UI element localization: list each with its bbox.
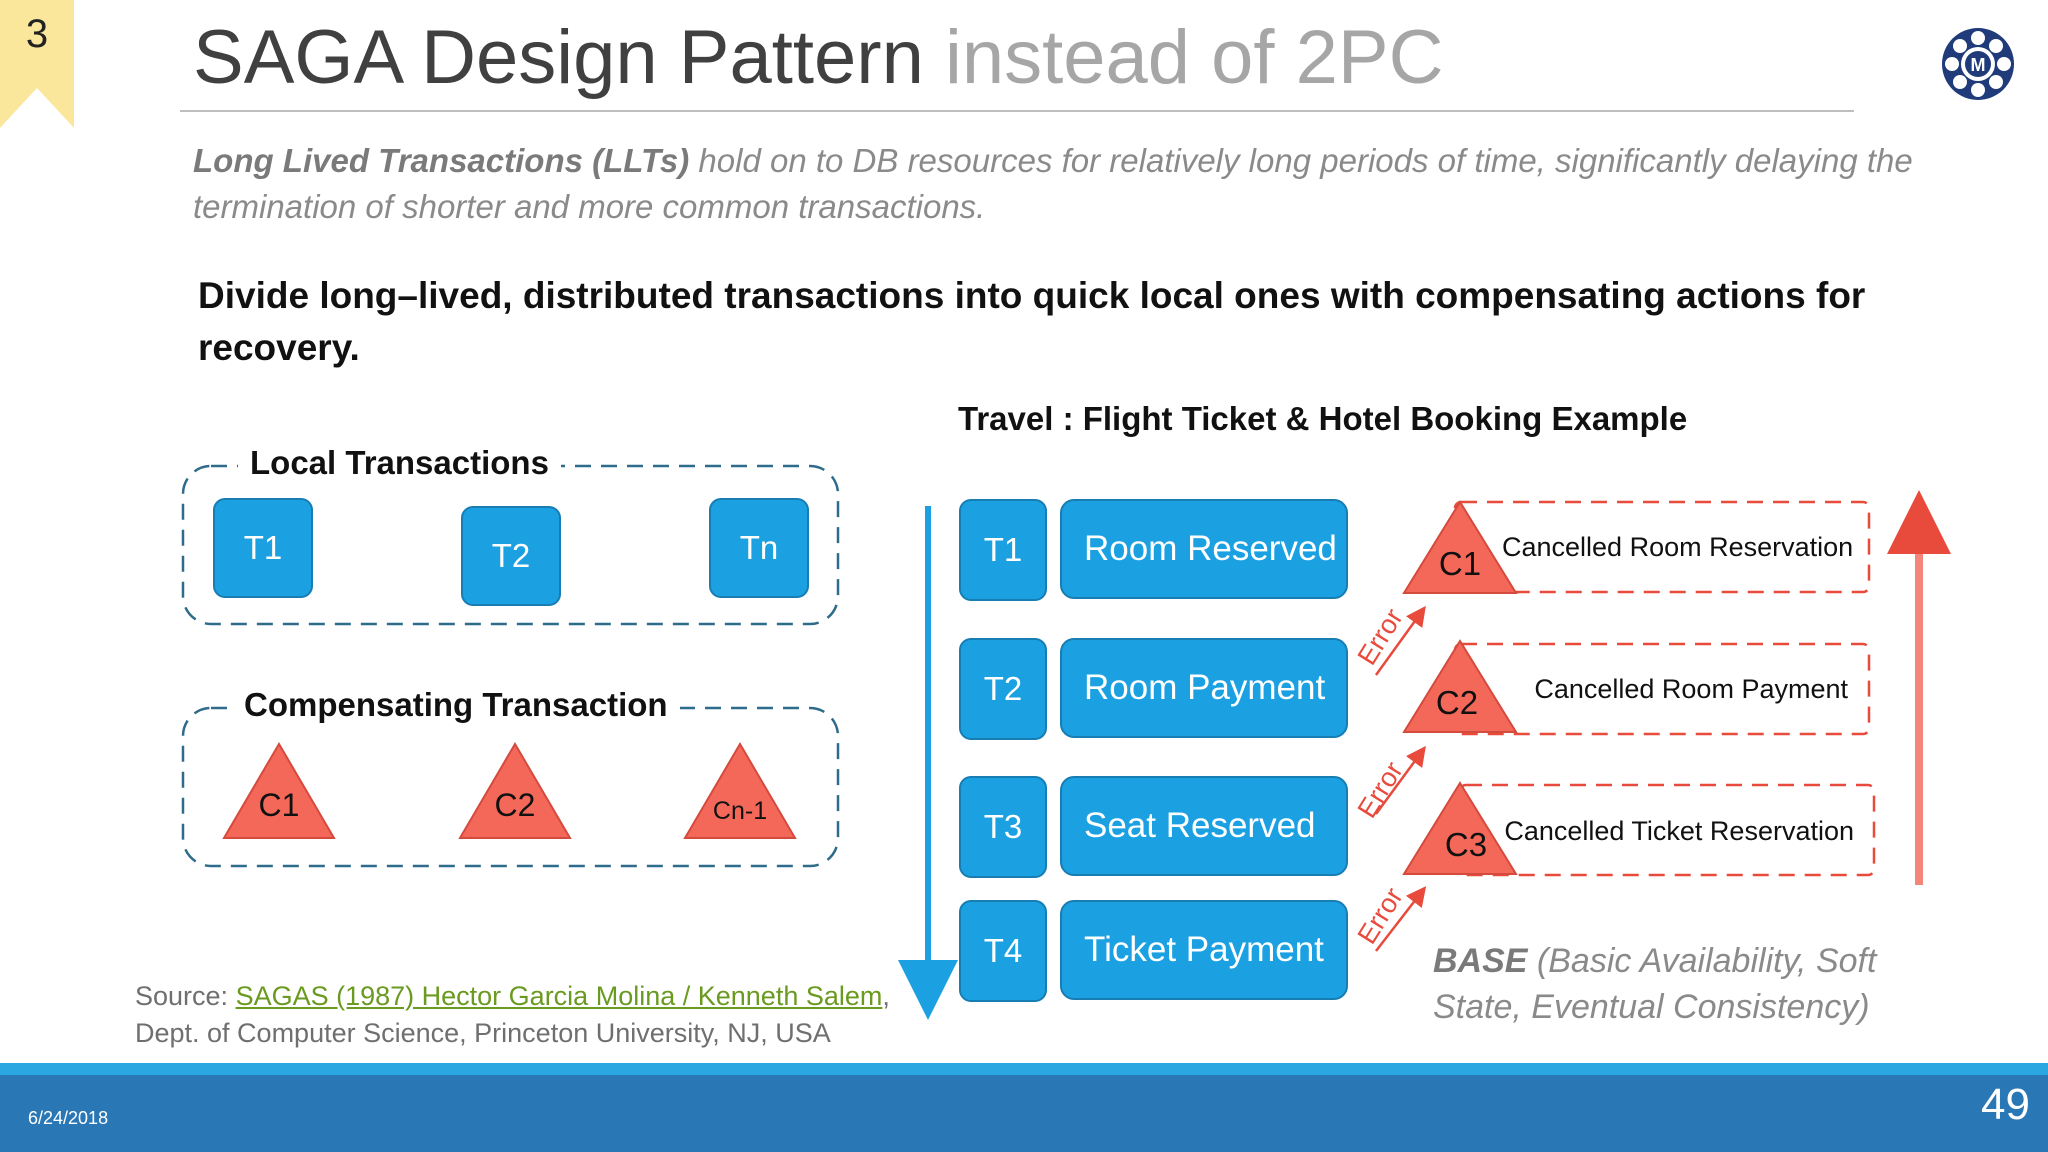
comp-label-c2: C2: [494, 787, 536, 823]
source-prefix: Source:: [135, 981, 236, 1011]
intro-rest: hold on to DB resources for relatively long periods of time, significantly delaying the termination of shorter and more common transactions.: [193, 142, 1913, 225]
example-title: Travel : Flight Ticket & Hotel Booking Example: [958, 400, 1688, 437]
step-label-seat-reserved: Seat Reserved: [1060, 776, 1348, 876]
local-transaction-t2: T2: [461, 506, 561, 606]
step-id-t1: T1: [959, 499, 1047, 601]
intro-bold: Long Lived Transactions (LLTs): [193, 142, 690, 179]
error-label-1: Error: [1351, 603, 1409, 671]
source-affiliation: Dept. of Computer Science, Princeton University, NJ, USA: [135, 1018, 831, 1048]
section-number: 3: [25, 12, 49, 56]
comp-text-c2: Cancelled Room Payment: [1534, 674, 1848, 704]
base-bold: BASE: [1433, 942, 1528, 980]
comp-text-c3: Cancelled Ticket Reservation: [1504, 816, 1854, 846]
source-suffix: ,: [882, 981, 890, 1011]
base-rest: (Basic Availability, Soft State, Eventual Consistency): [1433, 942, 1877, 1026]
footer-date: 6/24/2018: [28, 1108, 109, 1128]
title-rest: instead of 2PC: [923, 15, 1444, 100]
local-transactions-label: Local Transactions: [238, 444, 561, 482]
title-main: SAGA Design Pattern: [193, 15, 924, 100]
compensating-transaction-label: Compensating Transaction: [232, 686, 680, 724]
error-label-2: Error: [1351, 756, 1409, 824]
local-transaction-t1: T1: [213, 498, 313, 598]
step-label-room-payment: Room Payment: [1060, 638, 1348, 738]
step-id-t4: T4: [959, 900, 1047, 1002]
error-label-3: Error: [1351, 882, 1409, 950]
base-note: [1433, 938, 1903, 1030]
step-id-t3: T3: [959, 776, 1047, 878]
comp-id-c1: C1: [1438, 545, 1482, 582]
comp-label-cn1: Cn-1: [712, 797, 768, 825]
footer-bar: [0, 1075, 2048, 1152]
local-transaction-tn: Tn: [709, 498, 809, 598]
svg-text:M: M: [1970, 55, 1986, 75]
comp-id-c3: C3: [1444, 826, 1488, 863]
main-statement: Divide long–lived, distributed transactions into quick local ones with compensating actions for recovery.: [198, 275, 1866, 368]
step-id-t2: T2: [959, 638, 1047, 740]
comp-label-c1: C1: [258, 787, 300, 823]
comp-id-c2: C2: [1435, 684, 1479, 721]
step-label-room-reserved: Room Reserved: [1060, 499, 1348, 599]
comp-text-c1: Cancelled Room Reservation: [1502, 532, 1854, 562]
step-label-ticket-payment: Ticket Payment: [1060, 900, 1348, 1000]
source-citation: [135, 978, 890, 1052]
footer-accent-bar: [0, 1063, 2048, 1075]
page-number: 49: [1981, 1080, 2030, 1129]
source-link[interactable]: SAGAS (1987) Hector Garcia Molina / Kenneth Salem: [235, 981, 883, 1011]
